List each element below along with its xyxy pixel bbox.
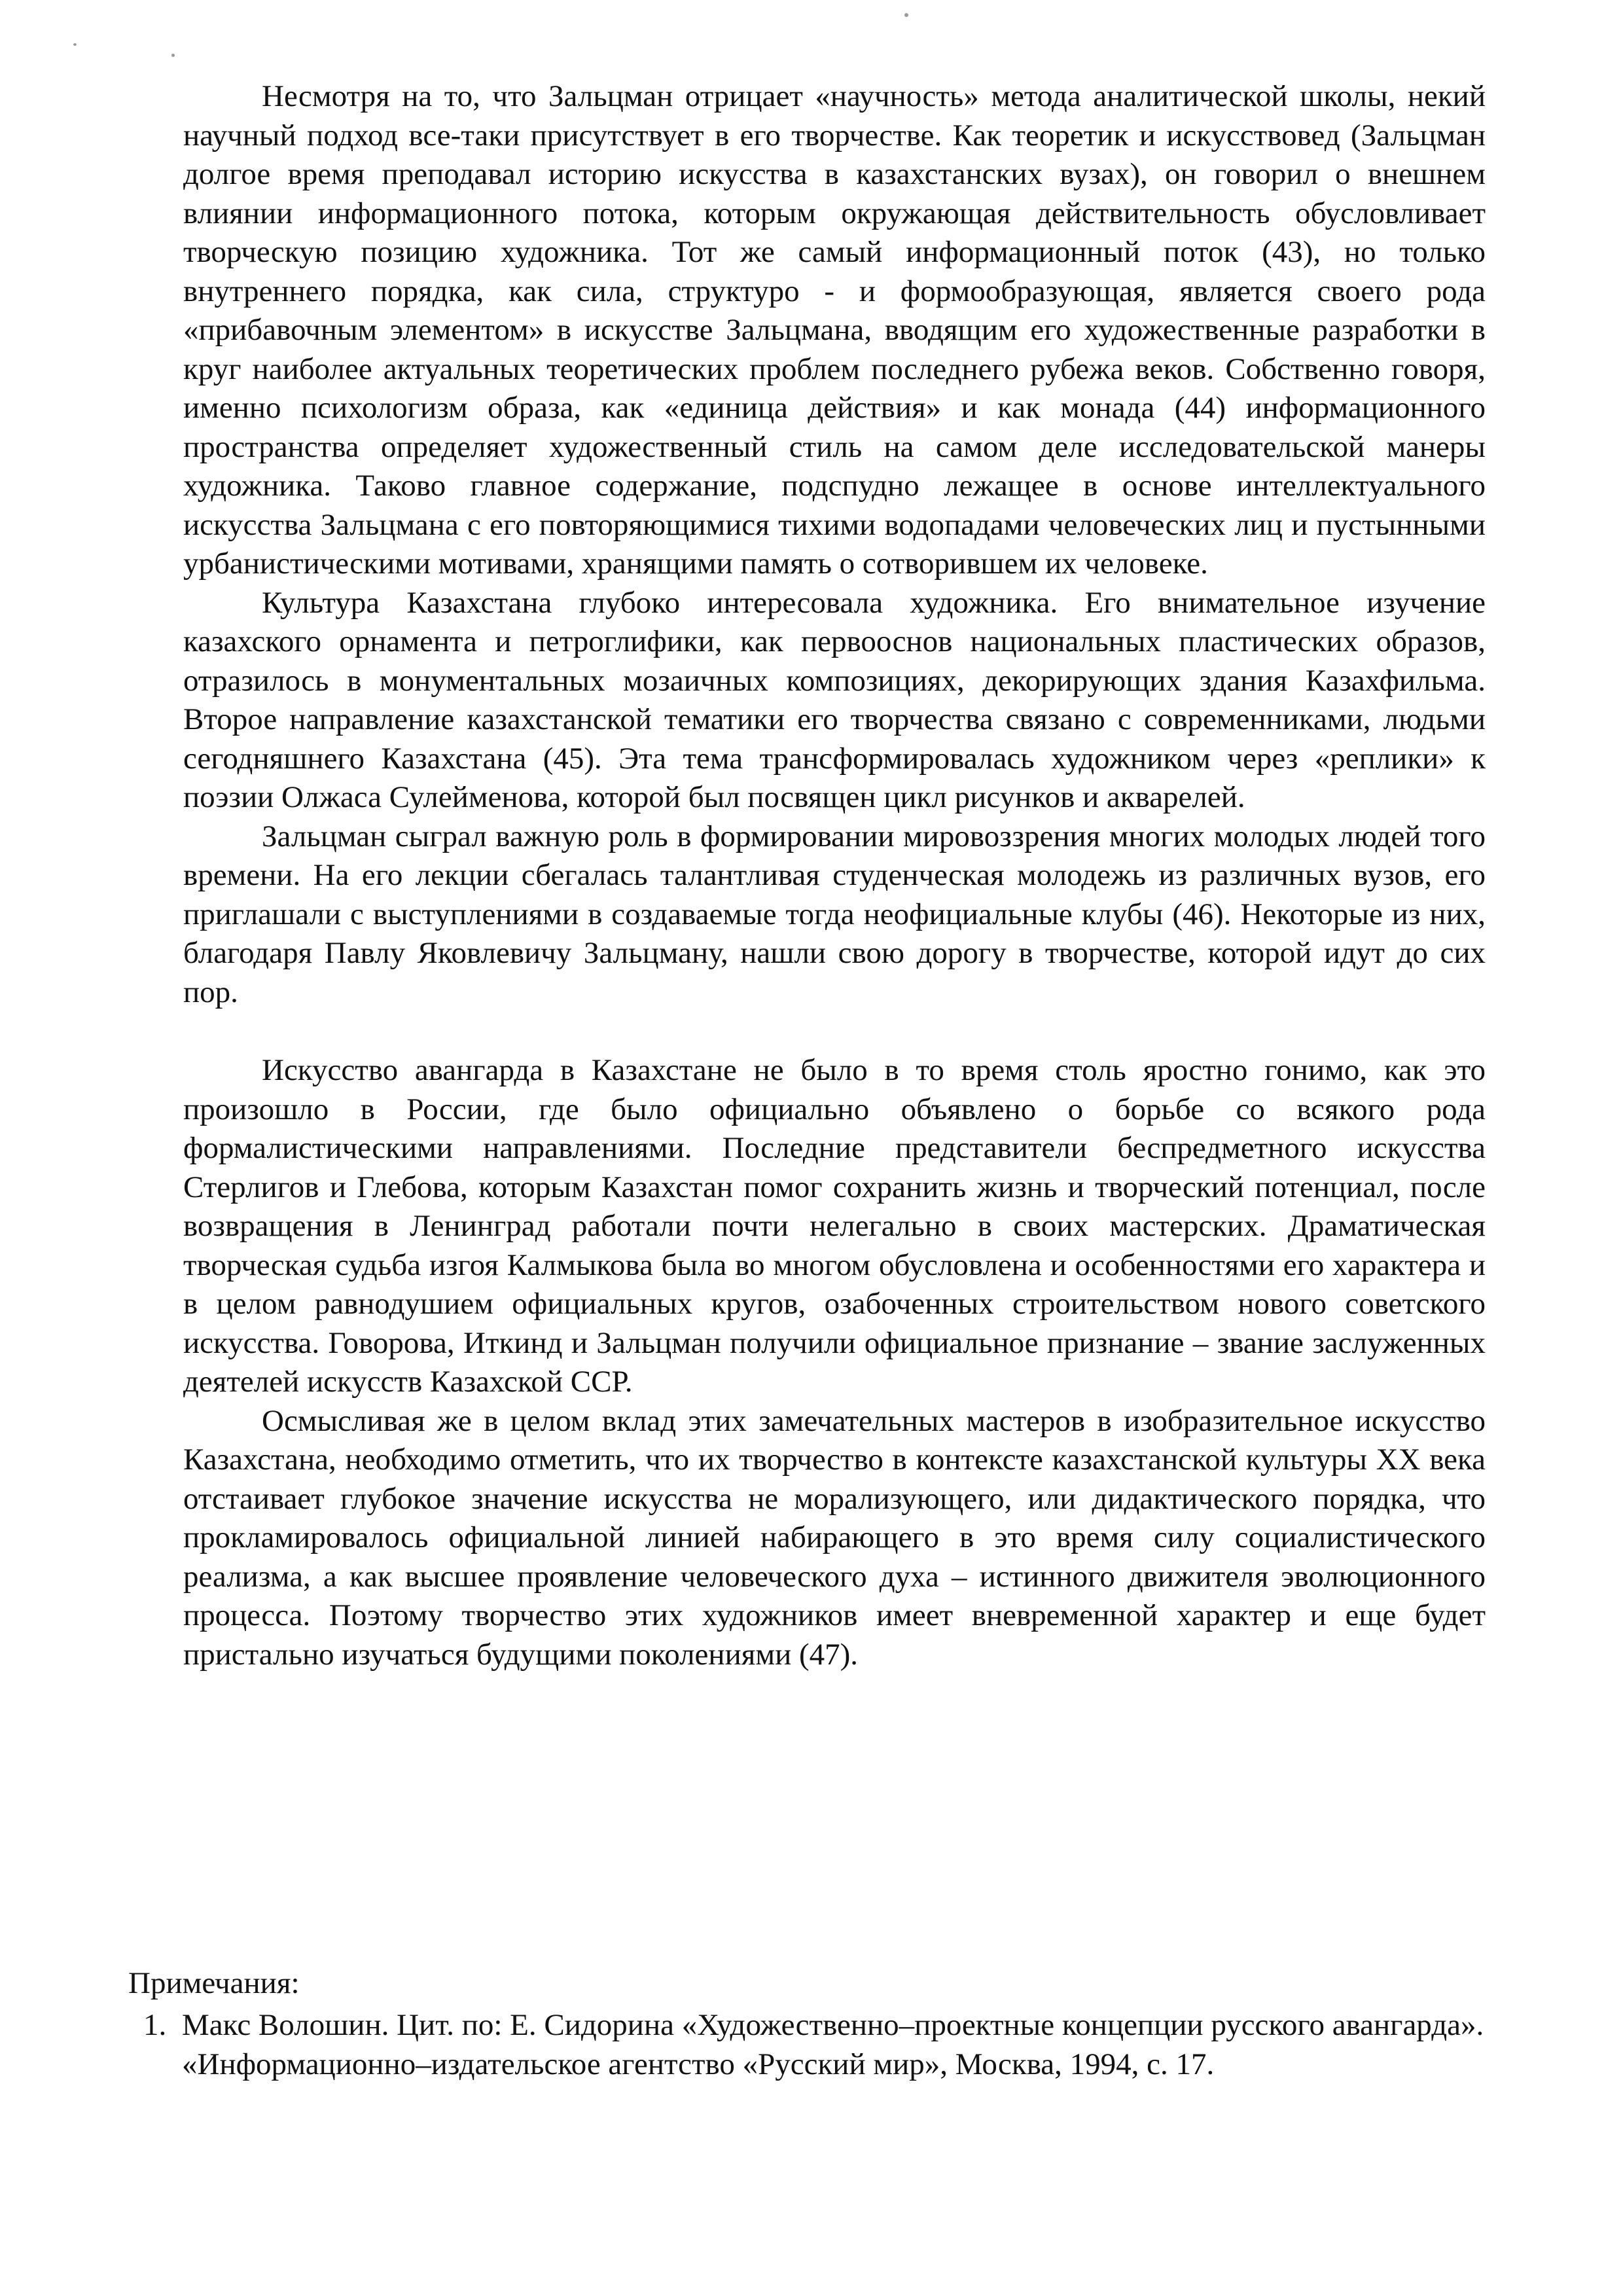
notes-section <box>128 1964 1503 2084</box>
scan-speck-top <box>904 13 908 17</box>
paragraph: Культура Казахстана глубоко интересовала художника. Его внимательное изучение казахского орнамента и петроглифики, как первооснов национальных пластических образов, отразилось в монументальных мозаичных композициях, декорирующих здания Казахфильма. Второе направление казахстанской тематики его творчества связано с современниками, людьми сегодняшнего Казахстана (45). Эта тема трансформировалась художником через «реплики» к поэзии Олжаса Сулейменова, которой был посвящен цикл рисунков и акварелей. <box>183 585 1486 814</box>
main-text <box>183 77 1486 1674</box>
notes-list <box>128 2005 1503 2084</box>
paragraph: Зальцман сыграл важную роль в формировании мировоззрения многих молодых людей того времени. На его лекции сбегалась талантливая студенческая молодежь из различных вузов, его приглашали с выступлениями в создаваемые тогда неофициальные клубы (46). Некоторые из них, благодаря Павлу Яковлевичу Зальцману, нашли свою дорогу в творчестве, которой идут до сих пор. <box>183 819 1486 1009</box>
scan-speck-left-2 <box>171 54 175 57</box>
paragraph: Искусство авангарда в Казахстане не было в то время столь яростно гонимо, как это произошло в России, где было официально объявлено о борьбе со всякого рода формалистическими направлениями. Последние представители беспредметного искусства Стерлигов и Глебова, которым Казахстан помог сохранить жизнь и творческий потенциал, после возвращения в Ленинград работали почти нелегально в своих мастерских. Драматическая творческая судьба изгоя Калмыкова была во многом обусловлена и особенностями его характера и в целом равнодушием официальных кругов, озабоченных строительством нового советского искусства. Говорова, Иткинд и Зальцман получили официальное признание – звание заслуженных деятелей искусств Казахской ССР. <box>183 1053 1486 1399</box>
scan-speck-left <box>73 43 77 46</box>
paragraph: Осмысливая же в целом вклад этих замечательных мастеров в изобразительное искусство Казахстана, необходимо отметить, что их творчество в контексте казахстанской культуры XX века отстаивает глубокое значение искусства не морализующего, или дидактического порядка, что прокламировалось официальной линией набирающего в это время силу социалистического реализма, а как высшее проявление человеческого духа – истинного движителя эволюционного процесса. Поэтому творчество этих художников имеет вневременной характер и еще будет пристально изучаться будущими поколениями (47). <box>183 1403 1486 1672</box>
note-item: 1. Макс Волошин. Цит. по: Е. Сидорина «Художественно–проектные концепции русского авангарда». «Информационно–издательское агентство «Русский мир», Москва, 1994, с. 17. <box>174 2005 1503 2084</box>
notes-heading: Примечания: <box>128 1966 300 2000</box>
paragraph: Несмотря на то, что Зальцман отрицает «научность» метода аналитической школы, некий научный подход все-таки присутствует в его творчестве. Как теоретик и искусствовед (Зальцман долгое время преподавал историю искусства в казахстанских вузах), он говорил о внешнем влиянии информационного потока, которым окружающая действительность обусловливает творческую позицию художника. Тот же самый информационный поток (43), но только внутреннего порядка, как сила, структуро - и формообразующая, является своего рода «прибавочным элементом» в искусстве Зальцмана, вводящим его художественные разработки в круг наиболее актуальных теоретических проблем последнего рубежа веков. Собственно говоря, именно психологизм образа, как «единица действия» и как монада (44) информационного пространства определяет художественный стиль на самом деле исследовательской манеры художника. Таково главное содержание, подспудно лежащее в основе интеллектуального искусства Зальцмана с его повторяющимися тихими водопадами человеческих лиц и пустынными урбанистическими мотивами, хранящими память о сотворившем их человеке. <box>183 79 1486 581</box>
